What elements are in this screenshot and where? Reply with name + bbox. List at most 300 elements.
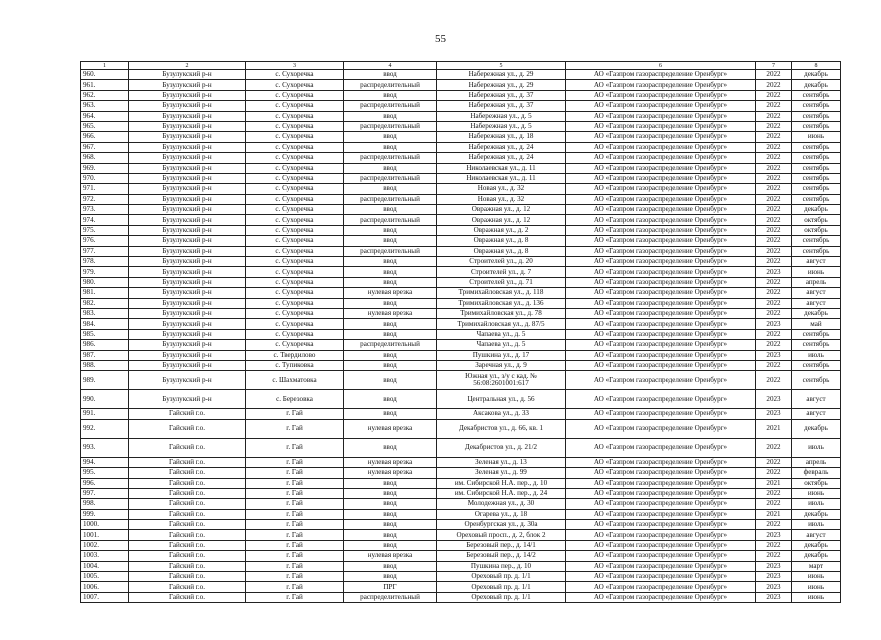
- locality-cell: г. Гай: [246, 572, 344, 582]
- locality-cell: г. Гай: [246, 551, 344, 561]
- table-row: [81, 419, 841, 438]
- row-number: 995.: [81, 468, 129, 478]
- row-number: 967.: [81, 142, 129, 152]
- year-cell: 2022: [756, 540, 792, 550]
- district-cell: Бузулукский р-н: [129, 277, 246, 287]
- district-cell: Гайский г.о.: [129, 572, 246, 582]
- address-cell: им. Сибирской Н.А. пер., д. 24: [437, 488, 566, 498]
- organization-cell: АО «Газпром газораспределение Оренбург»: [566, 80, 756, 90]
- year-cell: 2022: [756, 236, 792, 246]
- locality-cell: г. Гай: [246, 561, 344, 571]
- row-number: 997.: [81, 488, 129, 498]
- organization-cell: АО «Газпром газораспределение Оренбург»: [566, 561, 756, 571]
- row-number: 990.: [81, 390, 129, 409]
- year-cell: 2022: [756, 329, 792, 339]
- address-cell: Чапаева ул., д. 5: [437, 340, 566, 350]
- row-number: 1006.: [81, 582, 129, 592]
- work-type-cell: ввод: [344, 390, 437, 409]
- work-type-cell: ввод: [344, 277, 437, 287]
- locality-cell: г. Гай: [246, 530, 344, 540]
- district-cell: Бузулукский р-н: [129, 90, 246, 100]
- address-cell: Набережная ул., д. 24: [437, 142, 566, 152]
- row-number: 963.: [81, 101, 129, 111]
- organization-cell: АО «Газпром газораспределение Оренбург»: [566, 457, 756, 467]
- address-cell: Тримихайловская ул., д. 87/5: [437, 319, 566, 329]
- table-row: [81, 257, 841, 267]
- month-cell: сентябрь: [792, 111, 841, 121]
- year-cell: 2023: [756, 390, 792, 409]
- work-type-cell: нулевая врезка: [344, 288, 437, 298]
- row-number: 964.: [81, 111, 129, 121]
- row-number: 974.: [81, 215, 129, 225]
- address-cell: Овражная ул., д. 12: [437, 205, 566, 215]
- month-cell: сентябрь: [792, 173, 841, 183]
- district-cell: Гайский г.о.: [129, 488, 246, 498]
- year-cell: 2022: [756, 80, 792, 90]
- year-cell: 2021: [756, 509, 792, 519]
- month-cell: сентябрь: [792, 236, 841, 246]
- year-cell: 2022: [756, 194, 792, 204]
- work-type-cell: распределительный: [344, 173, 437, 183]
- table-row: [81, 390, 841, 409]
- year-cell: 2022: [756, 142, 792, 152]
- row-number: 999.: [81, 509, 129, 519]
- organization-cell: АО «Газпром газораспределение Оренбург»: [566, 225, 756, 235]
- locality-cell: с. Сухоречка: [246, 80, 344, 90]
- row-number: 989.: [81, 371, 129, 390]
- address-cell: Центральная ул., д. 56: [437, 390, 566, 409]
- month-cell: сентябрь: [792, 360, 841, 370]
- address-cell: Овражная ул., д. 2: [437, 225, 566, 235]
- year-cell: 2022: [756, 225, 792, 235]
- work-type-cell: ввод: [344, 329, 437, 339]
- column-header: 5: [437, 62, 566, 70]
- column-header: 8: [792, 62, 841, 70]
- organization-cell: АО «Газпром газораспределение Оренбург»: [566, 132, 756, 142]
- table-row: [81, 319, 841, 329]
- district-cell: Бузулукский р-н: [129, 205, 246, 215]
- locality-cell: г. Гай: [246, 582, 344, 592]
- locality-cell: с. Сухоречка: [246, 194, 344, 204]
- work-type-cell: распределительный: [344, 592, 437, 602]
- locality-cell: с. Сухоречка: [246, 90, 344, 100]
- work-type-cell: ввод: [344, 360, 437, 370]
- work-type-cell: ввод: [344, 184, 437, 194]
- locality-cell: с. Сухоречка: [246, 111, 344, 121]
- district-cell: Бузулукский р-н: [129, 257, 246, 267]
- organization-cell: АО «Газпром газораспределение Оренбург»: [566, 438, 756, 457]
- row-number: 1000.: [81, 520, 129, 530]
- locality-cell: с. Сухоречка: [246, 205, 344, 215]
- table-row: [81, 509, 841, 519]
- work-type-cell: ввод: [344, 561, 437, 571]
- year-cell: 2023: [756, 561, 792, 571]
- locality-cell: с. Сухоречка: [246, 340, 344, 350]
- table-row: [81, 173, 841, 183]
- table-row: [81, 438, 841, 457]
- year-cell: 2023: [756, 530, 792, 540]
- month-cell: август: [792, 390, 841, 409]
- locality-cell: г. Гай: [246, 540, 344, 550]
- work-type-cell: нулевая врезка: [344, 468, 437, 478]
- row-number: 1004.: [81, 561, 129, 571]
- table-row: [81, 340, 841, 350]
- table-row: [81, 582, 841, 592]
- month-cell: июнь: [792, 582, 841, 592]
- table-row: [81, 194, 841, 204]
- month-cell: сентябрь: [792, 184, 841, 194]
- year-cell: 2022: [756, 246, 792, 256]
- locality-cell: г. Гай: [246, 592, 344, 602]
- organization-cell: АО «Газпром газораспределение Оренбург»: [566, 308, 756, 318]
- district-cell: Гайский г.о.: [129, 468, 246, 478]
- table-row: [81, 540, 841, 550]
- month-cell: сентябрь: [792, 340, 841, 350]
- district-cell: Бузулукский р-н: [129, 360, 246, 370]
- table-row: [81, 267, 841, 277]
- month-cell: сентябрь: [792, 153, 841, 163]
- year-cell: 2022: [756, 288, 792, 298]
- year-cell: 2022: [756, 153, 792, 163]
- row-number: 971.: [81, 184, 129, 194]
- address-cell: Тримихайловская ул., д. 78: [437, 308, 566, 318]
- month-cell: сентябрь: [792, 121, 841, 131]
- work-type-cell: ввод: [344, 267, 437, 277]
- year-cell: 2022: [756, 499, 792, 509]
- locality-cell: с. Сухоречка: [246, 101, 344, 111]
- row-number: 969.: [81, 163, 129, 173]
- organization-cell: АО «Газпром газораспределение Оренбург»: [566, 267, 756, 277]
- work-type-cell: распределительный: [344, 121, 437, 131]
- table-row: [81, 457, 841, 467]
- district-cell: Бузулукский р-н: [129, 173, 246, 183]
- work-type-cell: ввод: [344, 90, 437, 100]
- row-number: 973.: [81, 205, 129, 215]
- organization-cell: АО «Газпром газораспределение Оренбург»: [566, 468, 756, 478]
- row-number: 962.: [81, 90, 129, 100]
- district-cell: Бузулукский р-н: [129, 225, 246, 235]
- row-number: 982.: [81, 298, 129, 308]
- work-type-cell: ввод: [344, 530, 437, 540]
- table-row: [81, 215, 841, 225]
- gasification-table: [80, 61, 841, 603]
- month-cell: май: [792, 319, 841, 329]
- locality-cell: с. Сухоречка: [246, 153, 344, 163]
- row-number: 991.: [81, 409, 129, 419]
- address-cell: Березовый пер., д. 14/1: [437, 540, 566, 550]
- year-cell: 2023: [756, 572, 792, 582]
- table-row: [81, 101, 841, 111]
- organization-cell: АО «Газпром газораспределение Оренбург»: [566, 257, 756, 267]
- organization-cell: АО «Газпром газораспределение Оренбург»: [566, 582, 756, 592]
- year-cell: 2022: [756, 163, 792, 173]
- organization-cell: АО «Газпром газораспределение Оренбург»: [566, 350, 756, 360]
- organization-cell: АО «Газпром газораспределение Оренбург»: [566, 540, 756, 550]
- work-type-cell: распределительный: [344, 101, 437, 111]
- row-number: 992.: [81, 419, 129, 438]
- address-cell: Набережная ул., д. 5: [437, 111, 566, 121]
- organization-cell: АО «Газпром газораспределение Оренбург»: [566, 90, 756, 100]
- work-type-cell: ввод: [344, 409, 437, 419]
- month-cell: июль: [792, 350, 841, 360]
- month-cell: сентябрь: [792, 194, 841, 204]
- row-number: 1005.: [81, 572, 129, 582]
- year-cell: 2022: [756, 298, 792, 308]
- locality-cell: г. Гай: [246, 509, 344, 519]
- locality-cell: с. Сухоречка: [246, 70, 344, 80]
- work-type-cell: ПРГ: [344, 582, 437, 592]
- table-row: [81, 530, 841, 540]
- year-cell: 2022: [756, 340, 792, 350]
- work-type-cell: ввод: [344, 111, 437, 121]
- table-row: [81, 520, 841, 530]
- district-cell: Бузулукский р-н: [129, 246, 246, 256]
- row-number: 993.: [81, 438, 129, 457]
- organization-cell: АО «Газпром газораспределение Оренбург»: [566, 142, 756, 152]
- row-number: 986.: [81, 340, 129, 350]
- table-row: [81, 572, 841, 582]
- table-row: [81, 360, 841, 370]
- work-type-cell: ввод: [344, 132, 437, 142]
- month-cell: сентябрь: [792, 371, 841, 390]
- locality-cell: с. Сухоречка: [246, 267, 344, 277]
- organization-cell: АО «Газпром газораспределение Оренбург»: [566, 488, 756, 498]
- district-cell: Бузулукский р-н: [129, 153, 246, 163]
- row-number: 1001.: [81, 530, 129, 540]
- year-cell: 2021: [756, 419, 792, 438]
- table-row: [81, 132, 841, 142]
- locality-cell: с. Шахматовка: [246, 371, 344, 390]
- table-row: [81, 499, 841, 509]
- district-cell: Гайский г.о.: [129, 520, 246, 530]
- row-number: 988.: [81, 360, 129, 370]
- organization-cell: АО «Газпром газораспределение Оренбург»: [566, 419, 756, 438]
- year-cell: 2022: [756, 257, 792, 267]
- row-number: 1007.: [81, 592, 129, 602]
- address-cell: Оренбургская ул., д. 30а: [437, 520, 566, 530]
- organization-cell: АО «Газпром газораспределение Оренбург»: [566, 173, 756, 183]
- address-cell: Декабристов ул., д. 66, кв. 1: [437, 419, 566, 438]
- address-cell: Ореховый пр. д. 1/1: [437, 592, 566, 602]
- organization-cell: АО «Газпром газораспределение Оренбург»: [566, 121, 756, 131]
- month-cell: август: [792, 530, 841, 540]
- district-cell: Бузулукский р-н: [129, 121, 246, 131]
- organization-cell: АО «Газпром газораспределение Оренбург»: [566, 572, 756, 582]
- organization-cell: АО «Газпром газораспределение Оренбург»: [566, 499, 756, 509]
- address-cell: Строителей ул., д. 20: [437, 257, 566, 267]
- month-cell: август: [792, 288, 841, 298]
- work-type-cell: ввод: [344, 225, 437, 235]
- row-number: 1002.: [81, 540, 129, 550]
- district-cell: Гайский г.о.: [129, 438, 246, 457]
- table-row: [81, 551, 841, 561]
- work-type-cell: ввод: [344, 499, 437, 509]
- month-cell: декабрь: [792, 540, 841, 550]
- district-cell: Бузулукский р-н: [129, 319, 246, 329]
- organization-cell: АО «Газпром газораспределение Оренбург»: [566, 288, 756, 298]
- district-cell: Гайский г.о.: [129, 409, 246, 419]
- organization-cell: АО «Газпром газораспределение Оренбург»: [566, 205, 756, 215]
- table-row: [81, 111, 841, 121]
- locality-cell: г. Гай: [246, 488, 344, 498]
- district-cell: Бузулукский р-н: [129, 184, 246, 194]
- month-cell: август: [792, 409, 841, 419]
- address-cell: Овражная ул., д. 8: [437, 246, 566, 256]
- address-cell: Николаевская ул., д. 11: [437, 173, 566, 183]
- table-row: [81, 478, 841, 488]
- work-type-cell: распределительный: [344, 80, 437, 90]
- year-cell: 2022: [756, 121, 792, 131]
- address-cell: Набережная ул., д. 29: [437, 80, 566, 90]
- locality-cell: с. Сухоречка: [246, 142, 344, 152]
- organization-cell: АО «Газпром газораспределение Оренбург»: [566, 319, 756, 329]
- district-cell: Гайский г.о.: [129, 592, 246, 602]
- address-cell: Ореховый просп., д. 2, блок 2: [437, 530, 566, 540]
- month-cell: апрель: [792, 277, 841, 287]
- month-cell: октябрь: [792, 225, 841, 235]
- month-cell: сентябрь: [792, 142, 841, 152]
- locality-cell: с. Сухоречка: [246, 257, 344, 267]
- month-cell: декабрь: [792, 551, 841, 561]
- month-cell: сентябрь: [792, 329, 841, 339]
- locality-cell: с. Сухоречка: [246, 277, 344, 287]
- locality-cell: с. Твердилово: [246, 350, 344, 360]
- address-cell: Аксакова ул., д. 33: [437, 409, 566, 419]
- table-row: [81, 409, 841, 419]
- month-cell: декабрь: [792, 70, 841, 80]
- table-row: [81, 246, 841, 256]
- year-cell: 2022: [756, 132, 792, 142]
- address-cell: Овражная ул., д. 12: [437, 215, 566, 225]
- row-number: 985.: [81, 329, 129, 339]
- address-cell: Набережная ул., д. 37: [437, 90, 566, 100]
- year-cell: 2022: [756, 101, 792, 111]
- column-header: 3: [246, 62, 344, 70]
- district-cell: Гайский г.о.: [129, 419, 246, 438]
- address-cell: Набережная ул., д. 5: [437, 121, 566, 131]
- month-cell: август: [792, 298, 841, 308]
- row-number: 981.: [81, 288, 129, 298]
- district-cell: Бузулукский р-н: [129, 111, 246, 121]
- year-cell: 2022: [756, 277, 792, 287]
- table-row: [81, 592, 841, 602]
- district-cell: Бузулукский р-н: [129, 80, 246, 90]
- work-type-cell: ввод: [344, 488, 437, 498]
- table-row: [81, 142, 841, 152]
- work-type-cell: распределительный: [344, 153, 437, 163]
- table-row: [81, 70, 841, 80]
- district-cell: Бузулукский р-н: [129, 288, 246, 298]
- row-number: 980.: [81, 277, 129, 287]
- organization-cell: АО «Газпром газораспределение Оренбург»: [566, 530, 756, 540]
- month-cell: сентябрь: [792, 163, 841, 173]
- district-cell: Бузулукский р-н: [129, 132, 246, 142]
- table-row: [81, 205, 841, 215]
- locality-cell: с. Березовка: [246, 390, 344, 409]
- row-number: 979.: [81, 267, 129, 277]
- year-cell: 2021: [756, 478, 792, 488]
- row-number: 984.: [81, 319, 129, 329]
- organization-cell: АО «Газпром газораспределение Оренбург»: [566, 478, 756, 488]
- locality-cell: с. Сухоречка: [246, 236, 344, 246]
- district-cell: Бузулукский р-н: [129, 298, 246, 308]
- month-cell: февраль: [792, 468, 841, 478]
- month-cell: июль: [792, 499, 841, 509]
- address-cell: Тримихайловская ул., д. 136: [437, 298, 566, 308]
- district-cell: Бузулукский р-н: [129, 340, 246, 350]
- month-cell: июнь: [792, 592, 841, 602]
- address-cell: Набережная ул., д. 29: [437, 70, 566, 80]
- table-body: [81, 70, 841, 603]
- year-cell: 2023: [756, 592, 792, 602]
- row-number: 996.: [81, 478, 129, 488]
- year-cell: 2022: [756, 205, 792, 215]
- month-cell: октябрь: [792, 478, 841, 488]
- table-row: [81, 561, 841, 571]
- column-header: 1: [81, 62, 129, 70]
- locality-cell: г. Гай: [246, 478, 344, 488]
- address-cell: Чапаева ул., д. 5: [437, 329, 566, 339]
- month-cell: сентябрь: [792, 90, 841, 100]
- district-cell: Гайский г.о.: [129, 457, 246, 467]
- address-cell: Березовый пер., д. 14/2: [437, 551, 566, 561]
- locality-cell: с. Сухоречка: [246, 329, 344, 339]
- year-cell: 2023: [756, 267, 792, 277]
- address-cell: Набережная ул., д. 24: [437, 153, 566, 163]
- address-cell: Декабристов ул., д. 21/2: [437, 438, 566, 457]
- year-cell: 2022: [756, 520, 792, 530]
- year-cell: 2023: [756, 319, 792, 329]
- month-cell: сентябрь: [792, 101, 841, 111]
- month-cell: декабрь: [792, 205, 841, 215]
- year-cell: 2022: [756, 173, 792, 183]
- table-row: [81, 121, 841, 131]
- year-cell: 2022: [756, 371, 792, 390]
- table-row: [81, 277, 841, 287]
- address-cell: Строителей ул., д. 71: [437, 277, 566, 287]
- year-cell: 2023: [756, 582, 792, 592]
- work-type-cell: распределительный: [344, 215, 437, 225]
- address-cell: Зеленая ул., д. 99: [437, 468, 566, 478]
- work-type-cell: ввод: [344, 257, 437, 267]
- organization-cell: АО «Газпром газораспределение Оренбург»: [566, 215, 756, 225]
- organization-cell: АО «Газпром газораспределение Оренбург»: [566, 592, 756, 602]
- table-row: [81, 80, 841, 90]
- address-cell: Новая ул., д. 32: [437, 184, 566, 194]
- month-cell: апрель: [792, 457, 841, 467]
- work-type-cell: нулевая врезка: [344, 308, 437, 318]
- row-number: 965.: [81, 121, 129, 131]
- organization-cell: АО «Газпром газораспределение Оренбург»: [566, 277, 756, 287]
- locality-cell: с. Сухоречка: [246, 215, 344, 225]
- year-cell: 2022: [756, 551, 792, 561]
- organization-cell: АО «Газпром газораспределение Оренбург»: [566, 551, 756, 561]
- year-cell: 2022: [756, 360, 792, 370]
- column-number-row: [81, 62, 841, 70]
- year-cell: 2022: [756, 111, 792, 121]
- locality-cell: с. Сухоречка: [246, 298, 344, 308]
- district-cell: Гайский г.о.: [129, 561, 246, 571]
- month-cell: декабрь: [792, 80, 841, 90]
- month-cell: декабрь: [792, 308, 841, 318]
- year-cell: 2022: [756, 215, 792, 225]
- work-type-cell: ввод: [344, 319, 437, 329]
- table-row: [81, 371, 841, 390]
- locality-cell: г. Гай: [246, 438, 344, 457]
- row-number: 977.: [81, 246, 129, 256]
- address-cell: им. Сибирской Н.А. пер., д. 10: [437, 478, 566, 488]
- organization-cell: АО «Газпром газораспределение Оренбург»: [566, 409, 756, 419]
